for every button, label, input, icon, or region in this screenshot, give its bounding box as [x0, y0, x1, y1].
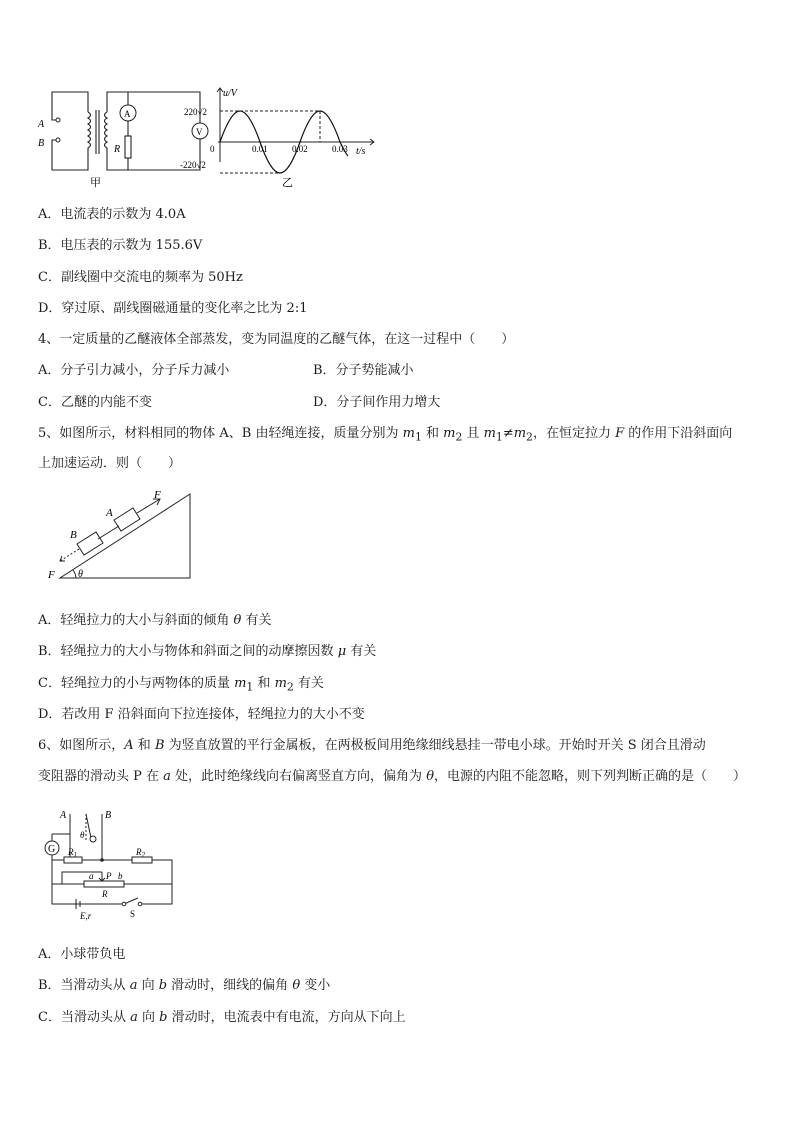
graph-tick-3: 0.03 — [332, 144, 348, 154]
rheostat-label: R — [102, 889, 108, 899]
q4-option-a: A．分子引力减小，分子斥力减小 — [38, 363, 230, 378]
q5-option-d: D．若改用 F 沿斜面向下拉连接体，轻绳拉力的大小不变 — [38, 707, 365, 722]
q6-stem-line1: 6、如图所示，A 和 B 为竖直放置的平行金属板，在两极板间用绝缘细线悬挂一带电小球。开始时开关 S 闭合且滑动 — [38, 738, 706, 753]
figure-incline-blocks — [40, 486, 200, 586]
resistor-label: R — [114, 144, 121, 155]
terminal-a-small: a — [89, 871, 94, 881]
graph-origin-label: 0 — [210, 144, 215, 154]
slider-p-label: P — [106, 871, 112, 881]
figure-transformer-and-graph — [30, 80, 380, 195]
q3-option-b: B．电压表的示数为 155.6V — [38, 238, 203, 253]
terminal-b-label: B — [38, 138, 45, 149]
q3-option-c: C．副线圈中交流电的频率为 50Hz — [38, 270, 243, 285]
q5-option-c: C．轻绳拉力的小与两物体的质量 $m_1$ 和 $m_2$ 有关 — [38, 676, 324, 694]
plate-a-label: A — [60, 810, 67, 821]
caption-yi: 乙 — [282, 177, 293, 189]
graph-tick-2: 0.02 — [292, 144, 308, 154]
theta-label: θ — [80, 830, 85, 840]
q3-option-a: A．电流表的示数为 4.0A — [38, 207, 186, 222]
terminal-a-label: A — [38, 119, 45, 130]
q4-stem: 4、一定质量的乙醚液体全部蒸发，变为同温度的乙醚气体，在这一过程中（ ） — [38, 332, 515, 347]
q6-stem-line2: 变阻器的滑动头 P 在 a 处，此时绝缘线向右偏离竖直方向，偏角为 θ，电源的内阻不能忽略，则下列判断正确的是（ ） — [38, 769, 747, 784]
q5-stem-line1: 5、如图所示，材料相同的物体 A、B 由轻绳连接，质量分别为 $m_1$ 和 $m_2$ 且 $m_1\ne m_2$，在恒定拉力 F 的作用下沿斜面向 — [38, 426, 733, 444]
switch-label: S — [130, 909, 136, 919]
q5-option-b: B．轻绳拉力的大小与物体和斜面之间的动摩擦因数 μ 有关 — [38, 644, 377, 659]
graph-min-label: -220√2 — [180, 160, 206, 170]
ammeter-label: A — [124, 109, 131, 119]
graph-max-label: 220√2 — [184, 107, 207, 117]
q4-option-c: C．乙醚的内能不变 — [38, 395, 152, 410]
terminal-b-small: b — [118, 871, 123, 881]
graph-tick-1: 0.01 — [252, 144, 268, 154]
r2-label: $R_2$ — [136, 847, 145, 859]
graph-u-axis-label: u/V — [223, 88, 237, 99]
galvanometer-label: G — [48, 844, 56, 855]
block-b-label: B — [70, 529, 77, 541]
angle-theta-label: θ — [78, 569, 83, 580]
r1-label: $R_1$ — [68, 847, 77, 859]
q5-option-a: A．轻绳拉力的大小与斜面的倾角 θ 有关 — [38, 613, 272, 628]
force-f-bottom-label: F — [48, 569, 55, 581]
q4-option-d: D．分子间作用力增大 — [313, 395, 441, 410]
q6-option-b: B．当滑动头从 a 向 b 滑动时，细线的偏角 θ 变小 — [38, 978, 331, 993]
figure-capacitor-circuit — [40, 804, 190, 922]
q3-option-d: D．穿过原、副线圈磁通量的变化率之比为 2:1 — [38, 301, 308, 316]
block-a-label: A — [106, 507, 113, 519]
q4-option-b: B．分子势能减小 — [313, 363, 414, 378]
plate-b-label: B — [105, 810, 112, 821]
force-f-top-label: F — [154, 489, 161, 501]
battery-label: E,r — [80, 911, 92, 921]
q6-option-a: A．小球带负电 — [38, 947, 126, 962]
caption-jia: 甲 — [90, 177, 101, 189]
q6-option-c: C．当滑动头从 a 向 b 滑动时，电流表中有电流，方向从下向上 — [38, 1010, 406, 1025]
q5-stem-line2: 上加速运动．则（ ） — [38, 456, 182, 471]
voltmeter-label: V — [196, 127, 203, 137]
graph-t-axis-label: t/s — [356, 146, 366, 157]
